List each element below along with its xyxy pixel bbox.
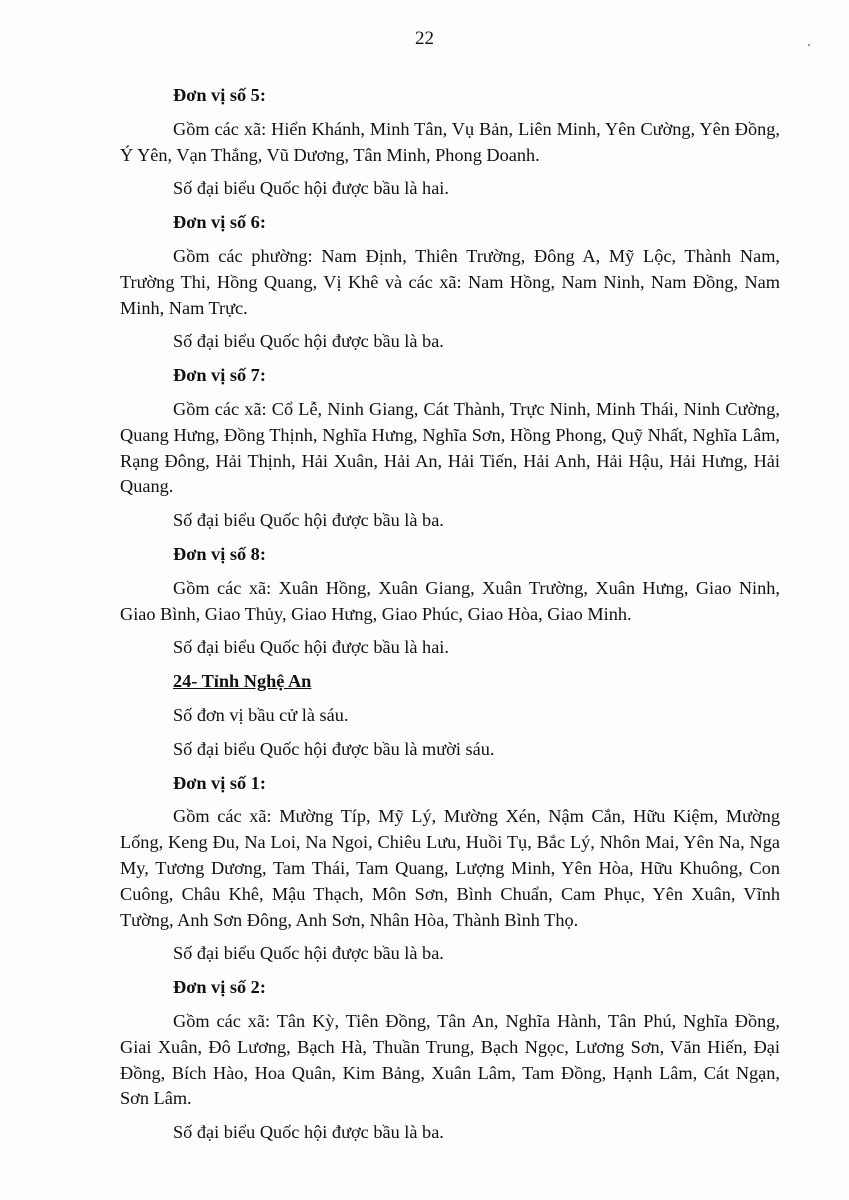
unit-delegates: Số đại biểu Quốc hội được bầu là ba.: [173, 943, 444, 964]
electoral-unit-6: [120, 210, 780, 355]
unit-heading: Đơn vị số 6:: [173, 212, 266, 233]
unit-communes: Gồm các xã: Cổ Lễ, Ninh Giang, Cát Thành, Trực Ninh, Minh Thái, Ninh Cường, Quang Hưng, Đồng Thịnh, Nghĩa Hưng, Nghĩa Sơn, Hồng Phong, Quỹ Nhất, Nghĩa Lâm, Rạng Đông, Hải Thịnh, Hải Xuân, Hải An, Hải Tiến, Hải Anh, Hải Hậu, Hải Hưng, Hải Quang.: [120, 398, 780, 497]
unit-communes: Gồm các xã: Xuân Hồng, Xuân Giang, Xuân Trường, Xuân Hưng, Giao Ninh, Giao Bình, Giao Thủy, Giao Hưng, Giao Phúc, Giao Hòa, Giao Minh.: [120, 577, 780, 624]
page-number: 22: [415, 28, 434, 49]
province-delegates-total: Số đại biểu Quốc hội được bầu là mười sáu.: [173, 738, 495, 759]
unit-communes: Gồm các xã: Tân Kỳ, Tiên Đồng, Tân An, Nghĩa Hành, Tân Phú, Nghĩa Đồng, Giai Xuân, Đô Lương, Bạch Hà, Thuần Trung, Bạch Ngọc, Lương Sơn, Văn Hiến, Đại Đồng, Bích Hào, Hoa Quân, Kim Bảng, Xuân Lâm, Tam Đồng, Hạnh Lâm, Cát Ngạn, Sơn Lâm.: [120, 1010, 780, 1109]
unit-heading: Đơn vị số 2:: [173, 977, 266, 998]
unit-heading: Đơn vị số 5:: [173, 85, 266, 105]
electoral-unit-7: [120, 363, 780, 534]
unit-heading: Đơn vị số 8:: [173, 543, 266, 564]
unit-delegates: Số đại biểu Quốc hội được bầu là hai.: [173, 178, 449, 199]
electoral-unit-5: [120, 83, 780, 202]
unit-heading: Đơn vị số 7:: [173, 365, 266, 386]
province-nghe-an: [120, 669, 780, 762]
unit-communes: Gồm các xã: Mường Típ, Mỹ Lý, Mường Xén, Nậm Cắn, Hữu Kiệm, Mường Lống, Keng Đu, Na Loi, Na Ngoi, Chiêu Lưu, Huồi Tụ, Bắc Lý, Nhôn Mai, Yên Na, Nga My, Tương Dương, Tam Thái, Tam Quang, Lượng Minh, Yên Hòa, Hữu Khuông, Con Cuông, Châu Khê, Mậu Thạch, Môn Sơn, Bình Chuẩn, Cam Phục, Yên Xuân, Vĩnh Tường, Anh Sơn Đông, Anh Sơn, Nhân Hòa, Thành Bình Thọ.: [120, 806, 780, 930]
unit-delegates: Số đại biểu Quốc hội được bầu là ba.: [173, 1122, 444, 1143]
unit-heading: Đơn vị số 1:: [173, 772, 266, 793]
unit-delegates: Số đại biểu Quốc hội được bầu là ba.: [173, 510, 444, 531]
province-title: 24- Tỉnh Nghệ An: [173, 671, 312, 692]
electoral-unit-1: [120, 771, 780, 968]
document-body: [120, 83, 780, 1154]
unit-communes: Gồm các phường: Nam Định, Thiên Trường, Đông A, Mỹ Lộc, Thành Nam, Trường Thi, Hồng Quang, Vị Khê và các xã: Nam Hồng, Nam Ninh, Nam Đồng, Nam Minh, Nam Trực.: [120, 245, 780, 318]
unit-communes: Gồm các xã: Hiển Khánh, Minh Tân, Vụ Bản, Liên Minh, Yên Cường, Yên Đồng, Ý Yên, Vạn Thắng, Vũ Dương, Tân Minh, Phong Doanh.: [120, 118, 780, 165]
electoral-unit-2: [120, 975, 780, 1146]
unit-delegates: Số đại biểu Quốc hội được bầu là hai.: [173, 637, 449, 658]
electoral-unit-8: [120, 542, 780, 661]
province-units-count: Số đơn vị bầu cử là sáu.: [173, 704, 349, 725]
unit-delegates: Số đại biểu Quốc hội được bầu là ba.: [173, 331, 444, 352]
